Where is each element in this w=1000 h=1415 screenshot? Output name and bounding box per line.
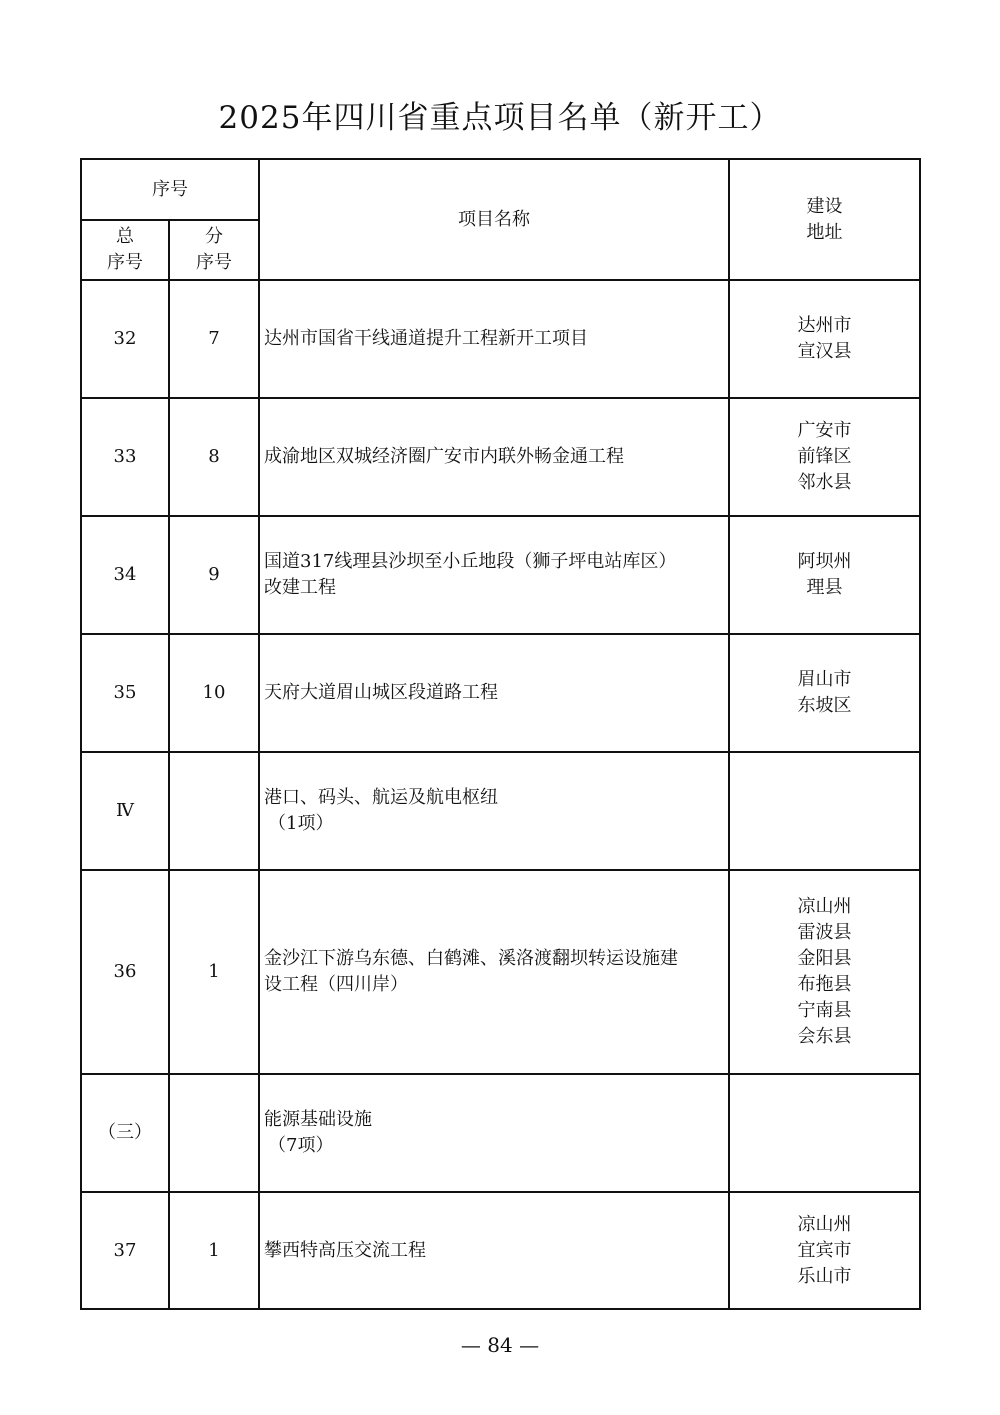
header-total-seq	[81, 220, 169, 280]
project-name-cell	[259, 752, 729, 870]
location-line: 前锋区	[797, 446, 852, 467]
total-seq-cell: 36	[81, 870, 169, 1074]
project-name-line: 成渝地区双城经济圈广安市内联外畅金通工程	[264, 446, 624, 467]
location-line: 东坡区	[797, 695, 852, 716]
project-name-cell	[259, 1192, 729, 1309]
location-cell	[729, 634, 920, 752]
project-name-line: 改建工程	[264, 577, 336, 598]
project-name-line: 能源基础设施	[264, 1109, 372, 1130]
location-line: 眉山市	[797, 669, 852, 690]
location-line: 雷波县	[797, 922, 852, 943]
total-seq-cell: （三）	[81, 1074, 169, 1192]
project-name-line: （7项）	[268, 1135, 334, 1156]
sub-seq-cell: 9	[169, 516, 259, 634]
project-name-line: 港口、码头、航运及航电枢纽	[264, 787, 498, 808]
table-row	[81, 752, 920, 870]
header-row-1	[81, 159, 920, 220]
project-name-line: 国道317线理县沙坝至小丘地段（狮子坪电站库区）	[264, 551, 677, 572]
location-line: 宣汉县	[797, 341, 852, 362]
location-line: 阿坝州	[797, 551, 852, 572]
project-table	[80, 158, 921, 1310]
header-location	[729, 159, 920, 280]
header-sub-seq-line: 分	[205, 226, 223, 247]
total-seq-cell: 33	[81, 398, 169, 516]
total-seq-cell: 34	[81, 516, 169, 634]
header-sub-seq-line: 序号	[196, 252, 232, 273]
sub-seq-cell	[169, 1074, 259, 1192]
header-seq-group: 序号	[81, 159, 259, 220]
location-cell	[729, 870, 920, 1074]
location-cell	[729, 516, 920, 634]
location-line: 邻水县	[797, 472, 852, 493]
location-line: 宜宾市	[797, 1239, 852, 1261]
project-name-line: 攀西特高压交流工程	[264, 1239, 426, 1261]
total-seq-cell: 32	[81, 280, 169, 398]
page-number: — 84 —	[460, 1333, 540, 1357]
sub-seq-cell: 7	[169, 280, 259, 398]
project-name-cell	[259, 870, 729, 1074]
header-total-seq-line: 总	[116, 226, 134, 247]
project-name-cell	[259, 1074, 729, 1192]
project-name-cell	[259, 280, 729, 398]
header-total-seq-line: 序号	[107, 252, 143, 273]
location-line: 凉山州	[797, 1213, 852, 1235]
project-name-cell	[259, 516, 729, 634]
table-row	[81, 516, 920, 634]
location-cell	[729, 280, 920, 398]
location-cell	[729, 398, 920, 516]
location-line: 会东县	[797, 1026, 852, 1047]
location-cell	[729, 752, 920, 870]
header-location-line: 建设	[806, 195, 843, 217]
table-row	[81, 634, 920, 752]
location-line: 布拖县	[797, 974, 852, 995]
table-row	[81, 280, 920, 398]
sub-seq-cell: 10	[169, 634, 259, 752]
location-line: 理县	[806, 577, 843, 598]
project-name-line: 金沙江下游乌东德、白鹤滩、溪洛渡翻坝转运设施建	[264, 948, 678, 969]
header-project-name: 项目名称	[259, 159, 729, 280]
total-seq-cell: 37	[81, 1192, 169, 1309]
page-title: 2025年四川省重点项目名单（新开工）	[218, 100, 782, 136]
location-cell	[729, 1192, 920, 1309]
location-line: 宁南县	[797, 1000, 852, 1021]
project-name-line: 设工程（四川岸）	[264, 974, 408, 995]
project-name-cell	[259, 398, 729, 516]
location-line: 凉山州	[797, 896, 852, 917]
location-line: 广安市	[797, 420, 852, 441]
table-row	[81, 1192, 920, 1309]
header-location-line: 地址	[806, 221, 843, 243]
table-row	[81, 1074, 920, 1192]
sub-seq-cell: 1	[169, 870, 259, 1074]
table-row	[81, 870, 920, 1074]
table-row	[81, 398, 920, 516]
location-line: 达州市	[797, 315, 852, 336]
header-sub-seq	[169, 220, 259, 280]
project-name-line: （1项）	[268, 813, 334, 834]
sub-seq-cell	[169, 752, 259, 870]
project-name-cell	[259, 634, 729, 752]
project-name-line: 天府大道眉山城区段道路工程	[264, 682, 498, 703]
sub-seq-cell: 1	[169, 1192, 259, 1309]
total-seq-cell: 35	[81, 634, 169, 752]
total-seq-cell: Ⅳ	[81, 752, 169, 870]
location-line: 乐山市	[797, 1265, 852, 1287]
sub-seq-cell: 8	[169, 398, 259, 516]
project-name-line: 达州市国省干线通道提升工程新开工项目	[264, 328, 588, 349]
location-line: 金阳县	[797, 948, 852, 969]
location-cell	[729, 1074, 920, 1192]
